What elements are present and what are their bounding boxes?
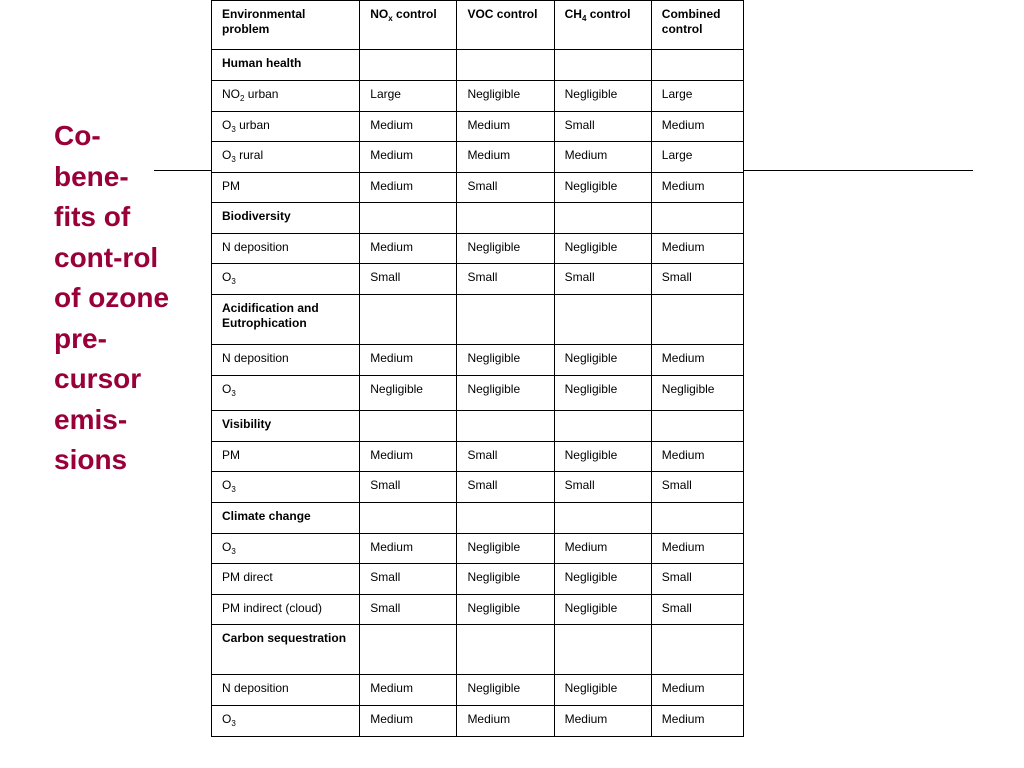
- table-row: [212, 112, 744, 142]
- value-cell: Small: [457, 472, 554, 503]
- value-cell: Medium: [651, 234, 743, 264]
- label-text: PM direct: [222, 570, 273, 584]
- row-label: [212, 534, 360, 564]
- label-text: O: [222, 382, 232, 396]
- category-label: [212, 50, 360, 81]
- value-cell: Large: [360, 81, 457, 112]
- row-label: [212, 234, 360, 264]
- label-text: Acidification and Eutrophication: [222, 301, 319, 330]
- column-header: [360, 1, 457, 50]
- category-row: [212, 625, 744, 675]
- empty-cell: [651, 203, 743, 234]
- label-subscript: 3: [231, 485, 236, 494]
- value-cell: Small: [651, 472, 743, 503]
- value-cell: Medium: [360, 706, 457, 737]
- label-text: NO: [370, 7, 389, 21]
- table-row: [212, 472, 744, 503]
- title-line: sions: [54, 444, 128, 475]
- label-subscript: 3: [231, 155, 236, 164]
- value-cell: Small: [360, 264, 457, 295]
- value-cell: Negligible: [457, 675, 554, 706]
- table-row: [212, 442, 744, 472]
- value-cell: Small: [457, 442, 554, 472]
- value-cell: Medium: [360, 234, 457, 264]
- value-cell: Medium: [651, 706, 743, 737]
- empty-cell: [360, 295, 457, 345]
- category-row: [212, 503, 744, 534]
- value-cell: Medium: [651, 173, 743, 203]
- table-row: [212, 595, 744, 625]
- value-cell: Negligible: [554, 173, 651, 203]
- value-cell: Small: [651, 595, 743, 625]
- value-cell: Medium: [457, 142, 554, 173]
- empty-cell: [554, 411, 651, 442]
- table-row: [212, 564, 744, 595]
- label-text: PM: [222, 179, 240, 193]
- value-cell: Negligible: [457, 81, 554, 112]
- value-cell: Medium: [360, 112, 457, 142]
- label-suffix: urban: [244, 87, 279, 101]
- value-cell: Negligible: [554, 675, 651, 706]
- category-label: [212, 203, 360, 234]
- value-cell: Large: [651, 142, 743, 173]
- empty-cell: [360, 411, 457, 442]
- header-row: [212, 1, 744, 50]
- value-cell: Medium: [360, 675, 457, 706]
- value-cell: Small: [554, 472, 651, 503]
- title-line: of ozone: [54, 282, 170, 313]
- label-text: O: [222, 148, 232, 162]
- label-subscript: 2: [240, 94, 245, 103]
- value-cell: Negligible: [457, 345, 554, 376]
- value-cell: Medium: [457, 112, 554, 142]
- value-cell: Negligible: [554, 234, 651, 264]
- value-cell: Medium: [554, 142, 651, 173]
- empty-cell: [360, 625, 457, 675]
- row-label: [212, 142, 360, 173]
- value-cell: Medium: [554, 534, 651, 564]
- title-line: bene-: [54, 160, 129, 192]
- row-label: [212, 81, 360, 112]
- label-text: O: [222, 478, 232, 492]
- value-cell: Negligible: [457, 595, 554, 625]
- row-label: [212, 173, 360, 203]
- value-cell: Medium: [651, 675, 743, 706]
- table-row: [212, 234, 744, 264]
- value-cell: Small: [651, 264, 743, 295]
- title-line: fits of: [54, 201, 131, 232]
- value-cell: Negligible: [457, 564, 554, 595]
- row-label: [212, 264, 360, 295]
- category-label: [212, 625, 360, 675]
- value-cell: Negligible: [457, 376, 554, 411]
- label-subscript: 3: [231, 547, 236, 556]
- empty-cell: [554, 203, 651, 234]
- row-label: [212, 376, 360, 411]
- table-row: [212, 81, 744, 112]
- label-subscript: 3: [231, 719, 236, 728]
- value-cell: Medium: [554, 706, 651, 737]
- table-row: [212, 345, 744, 376]
- value-cell: Negligible: [457, 534, 554, 564]
- value-cell: Negligible: [554, 376, 651, 411]
- value-cell: Negligible: [360, 376, 457, 411]
- label-text: NO: [222, 87, 240, 101]
- label-text: Environmental problem: [222, 7, 306, 36]
- row-label: [212, 675, 360, 706]
- value-cell: Small: [554, 264, 651, 295]
- value-cell: Medium: [651, 112, 743, 142]
- label-text: Biodiversity: [222, 209, 291, 223]
- value-cell: Small: [554, 112, 651, 142]
- label-suffix: urban: [235, 118, 270, 132]
- value-cell: Medium: [457, 706, 554, 737]
- value-cell: Small: [360, 595, 457, 625]
- empty-cell: [457, 503, 554, 534]
- label-text: O: [222, 118, 232, 132]
- column-header: [212, 1, 360, 50]
- table-row: [212, 376, 744, 411]
- label-suffix: control: [392, 7, 437, 21]
- value-cell: Negligible: [554, 595, 651, 625]
- label-suffix: control: [586, 7, 631, 21]
- cobenefits-table: [211, 0, 744, 737]
- row-label: [212, 345, 360, 376]
- label-text: O: [222, 712, 232, 726]
- empty-cell: [457, 411, 554, 442]
- empty-cell: [457, 203, 554, 234]
- label-subscript: 3: [231, 125, 236, 134]
- row-label: [212, 564, 360, 595]
- label-text: Visibility: [222, 417, 272, 431]
- value-cell: Small: [360, 564, 457, 595]
- value-cell: Negligible: [554, 81, 651, 112]
- label-text: O: [222, 270, 232, 284]
- category-row: [212, 295, 744, 345]
- empty-cell: [360, 50, 457, 81]
- label-text: Carbon sequestration: [222, 631, 347, 645]
- table-row: [212, 264, 744, 295]
- label-text: PM: [222, 448, 240, 462]
- empty-cell: [651, 411, 743, 442]
- label-text: O: [222, 540, 232, 554]
- empty-cell: [360, 203, 457, 234]
- column-header: [457, 1, 554, 50]
- empty-cell: [360, 503, 457, 534]
- value-cell: Large: [651, 81, 743, 112]
- label-text: N deposition: [222, 351, 289, 365]
- title-line: cont-rol: [54, 241, 159, 273]
- empty-cell: [554, 503, 651, 534]
- value-cell: Negligible: [554, 564, 651, 595]
- value-cell: Medium: [360, 345, 457, 376]
- row-label: [212, 706, 360, 737]
- empty-cell: [651, 50, 743, 81]
- table-row: [212, 706, 744, 737]
- label-subscript: 4: [581, 14, 587, 23]
- label-text: Climate change: [222, 509, 311, 523]
- column-header: [554, 1, 651, 50]
- label-text: CH: [564, 7, 582, 21]
- title-line: emis-: [54, 403, 128, 435]
- empty-cell: [457, 295, 554, 345]
- label-suffix: rural: [235, 148, 264, 162]
- category-row: [212, 411, 744, 442]
- empty-cell: [457, 50, 554, 81]
- empty-cell: [651, 625, 743, 675]
- category-label: [212, 295, 360, 345]
- value-cell: Negligible: [554, 442, 651, 472]
- label-text: Human health: [222, 56, 302, 70]
- value-cell: Medium: [651, 442, 743, 472]
- empty-cell: [554, 295, 651, 345]
- label-text: Combined control: [661, 7, 721, 36]
- empty-cell: [457, 625, 554, 675]
- label-subscript: 3: [231, 389, 236, 398]
- empty-cell: [651, 295, 743, 345]
- category-row: [212, 50, 744, 81]
- label-subscript: x: [388, 14, 393, 23]
- value-cell: Small: [360, 472, 457, 503]
- row-label: [212, 595, 360, 625]
- table-row: [212, 173, 744, 203]
- value-cell: Negligible: [554, 345, 651, 376]
- value-cell: Medium: [651, 534, 743, 564]
- label-text: N deposition: [222, 681, 289, 695]
- category-label: [212, 503, 360, 534]
- value-cell: Negligible: [651, 376, 743, 411]
- row-label: [212, 112, 360, 142]
- row-label: [212, 472, 360, 503]
- value-cell: Medium: [360, 142, 457, 173]
- empty-cell: [651, 503, 743, 534]
- table-row: [212, 142, 744, 173]
- value-cell: Negligible: [457, 234, 554, 264]
- category-label: [212, 411, 360, 442]
- empty-cell: [554, 50, 651, 81]
- title-line: pre-: [54, 322, 107, 354]
- empty-cell: [554, 625, 651, 675]
- label-subscript: 3: [231, 277, 236, 286]
- value-cell: Medium: [360, 534, 457, 564]
- value-cell: Small: [457, 264, 554, 295]
- value-cell: Medium: [360, 173, 457, 203]
- row-label: [212, 442, 360, 472]
- title-line: cursor: [54, 363, 142, 394]
- label-text: PM indirect (cloud): [222, 601, 323, 615]
- title-line: Co-: [54, 120, 101, 151]
- value-cell: Medium: [360, 442, 457, 472]
- value-cell: Small: [651, 564, 743, 595]
- category-row: [212, 203, 744, 234]
- label-text: N deposition: [222, 240, 289, 254]
- value-cell: Small: [457, 173, 554, 203]
- value-cell: Medium: [651, 345, 743, 376]
- table-row: [212, 675, 744, 706]
- table-row: [212, 534, 744, 564]
- column-header: [651, 1, 743, 50]
- label-text: VOC control: [467, 7, 538, 21]
